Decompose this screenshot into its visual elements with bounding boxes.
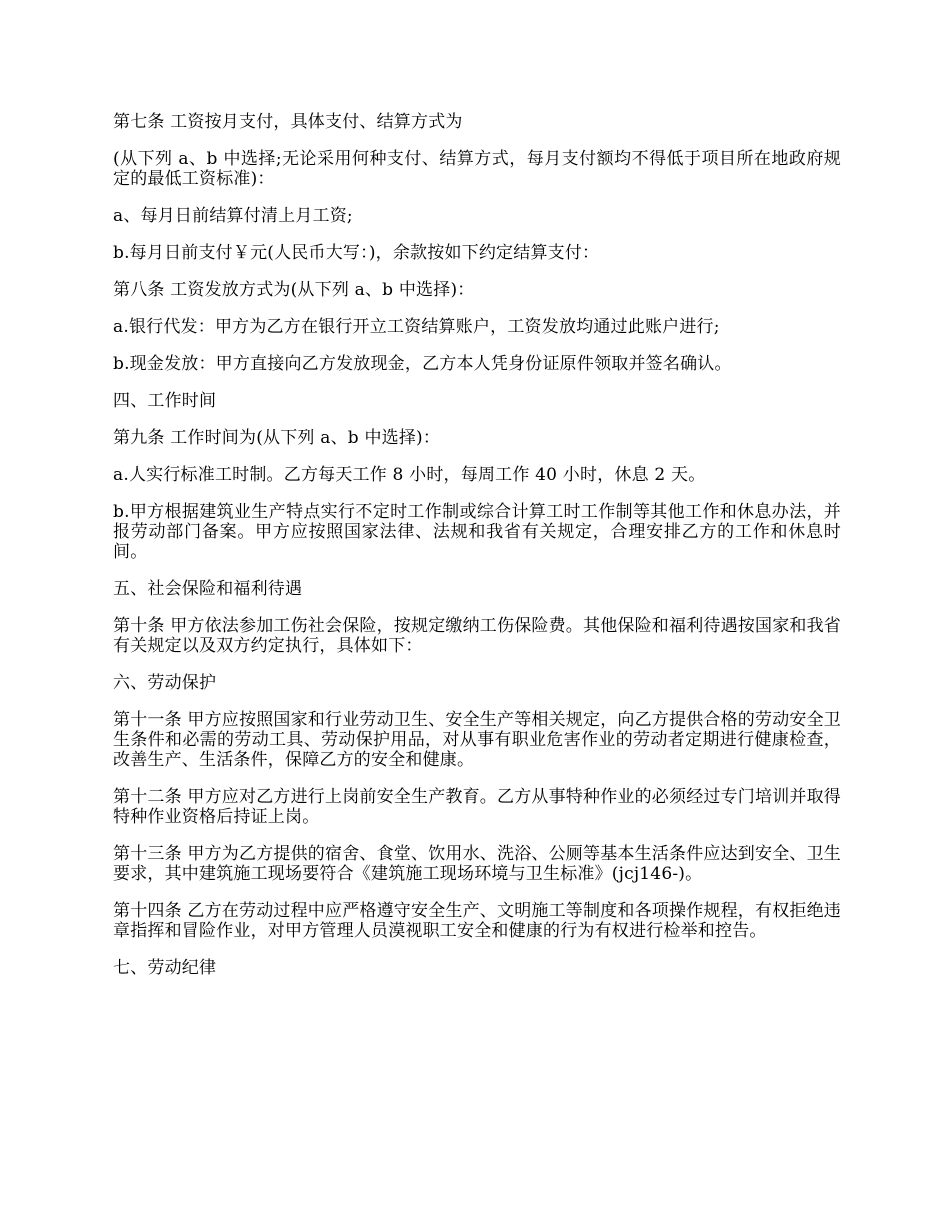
paragraph-article-14: 第十四条 乙方在劳动过程中应严格遵守安全生产、文明施工等制度和各项操作规程，有权拒绝违章指挥和冒险作业，对甲方管理人员漠视职工安全和健康的行为有权进行检举和控告。 — [113, 901, 842, 941]
paragraph-article-13: 第十三条 甲方为乙方提供的宿舍、食堂、饮用水、洗浴、公厕等基本生活条件应达到安全、卫生要求，其中建筑施工现场要符合《建筑施工现场环境与卫生标准》(jcj146-)。 — [113, 844, 842, 884]
paragraph-article-8: 第八条 工资发放方式为(从下列 a、b 中选择)： — [113, 280, 475, 300]
paragraph-article-9: 第九条 工作时间为(从下列 a、b 中选择)： — [113, 428, 441, 448]
paragraph-flexible-hours: b.甲方根据建筑业生产特点实行不定时工作制或综合计算工时工作制等其他工作和休息办法，并报劳动部门备案。甲方应按照国家法律、法规和我省有关规定，合理安排乙方的工作和休息时间。 — [113, 502, 841, 562]
section-heading-labor-discipline: 七、劳动纪律 — [113, 958, 217, 978]
paragraph-article-7: 第七条 工资按月支付，具体支付、结算方式为 — [113, 112, 463, 132]
section-heading-labor-protection: 六、劳动保护 — [113, 673, 217, 693]
paragraph-payment-note: (从下列 a、b 中选择;无论采用何种支付、结算方式，每月支付额均不得低于项目所在地政府规定的最低工资标准)： — [113, 149, 841, 189]
paragraph-cash-payment: b.现金发放：甲方直接向乙方发放现金，乙方本人凭身份证原件领取并签名确认。 — [113, 354, 732, 374]
paragraph-option-b-advance: b.每月日前支付￥元(人民币大写：)，余款按如下约定结算支付： — [113, 243, 600, 263]
paragraph-article-12: 第十二条 甲方应对乙方进行上岗前安全生产教育。乙方从事特种作业的必须经过专门培训并取得特种作业资格后持证上岗。 — [113, 787, 842, 827]
section-heading-work-time: 四、工作时间 — [113, 391, 217, 411]
paragraph-standard-hours: a.人实行标准工时制。乙方每天工作 8 小时，每周工作 40 小时，休息 2 天。 — [113, 465, 706, 485]
paragraph-article-10: 第十条 甲方依法参加工伤社会保险，按规定缴纳工伤保险费。其他保险和福利待遇按国家和我省有关规定以及双方约定执行，具体如下： — [113, 616, 842, 656]
document-body — [113, 112, 841, 995]
paragraph-article-11: 第十一条 甲方应按照国家和行业劳动卫生、安全生产等相关规定，向乙方提供合格的劳动安全卫生条件和必需的劳动工具、劳动保护用品，对从事有职业危害作业的劳动者定期进行健康检查，改善生产、生活条件，保障乙方的安全和健康。 — [113, 710, 842, 770]
section-heading-social-insurance: 五、社会保险和福利待遇 — [113, 579, 303, 599]
paragraph-bank-payment: a.银行代发：甲方为乙方在银行开立工资结算账户，工资发放均通过此账户进行; — [113, 317, 720, 337]
paragraph-option-a-monthly: a、每月日前结算付清上月工资; — [113, 206, 353, 226]
